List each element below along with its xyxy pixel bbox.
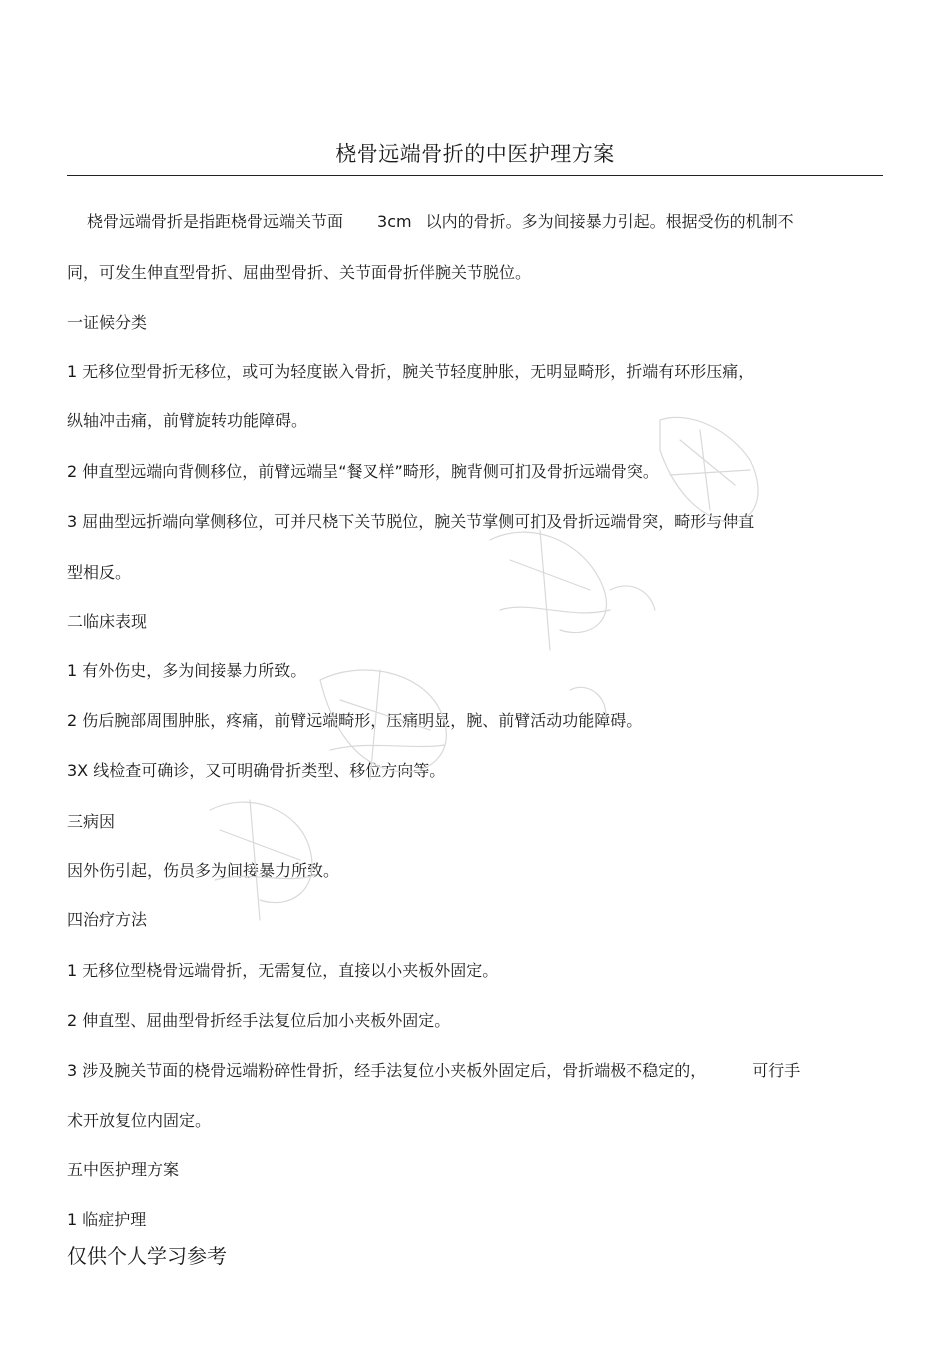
- title-divider: [67, 175, 883, 176]
- paragraph-line: 纵轴冲击痛，前臂旋转功能障碍。: [67, 411, 308, 430]
- paragraph-text: 可行手: [752, 1061, 801, 1080]
- paragraph-line: 2 伤后腕部周围肿胀，疼痛，前臂远端畸形，压痛明显，腕、前臂活动功能障碍。: [67, 711, 643, 730]
- section-heading: 五中医护理方案: [67, 1160, 180, 1179]
- paragraph-line: [67, 1061, 800, 1081]
- paragraph-text: 3 涉及腕关节面的桡骨远端粉碎性骨折，经手法复位小夹板外固定后，骨折端极不稳定的，: [67, 1061, 707, 1080]
- paragraph-line: 术开放复位内固定。: [67, 1111, 212, 1130]
- section-heading: 二临床表现: [67, 612, 148, 631]
- paragraph-line: 1 有外伤史，多为间接暴力所致。: [67, 661, 307, 680]
- paragraph-line: 3 屈曲型远折端向掌侧移位，可并尺桡下关节脱位，腕关节掌侧可扪及骨折远端骨突，畸形与伸直: [67, 512, 755, 531]
- intro-line-1: [87, 212, 794, 232]
- paragraph-line: 2 伸直型远端向背侧移位，前臂远端呈“餐叉样”畸形，腕背侧可扪及骨折远端骨突。: [67, 462, 659, 481]
- paragraph-line: 因外伤引起，伤员多为间接暴力所致。: [67, 861, 340, 880]
- paragraph-line: 2 伸直型、屈曲型骨折经手法复位后加小夹板外固定。: [67, 1011, 451, 1030]
- intro-text-c: 以内的骨折。多为间接暴力引起。根据受伤的机制不: [425, 212, 794, 231]
- intro-text-a: 桡骨远端骨折是指距桡骨远端关节面: [87, 212, 344, 231]
- section-heading: 四治疗方法: [67, 910, 148, 929]
- paragraph-line: 1 临症护理: [67, 1210, 147, 1229]
- paragraph-line: 1 无移位型骨折无移位，或可为轻度嵌入骨折，腕关节轻度肿胀，无明显畸形，折端有环形压痛，: [67, 362, 755, 381]
- page-title: 桡骨远端骨折的中医护理方案: [335, 142, 615, 166]
- intro-measure: 3cm: [377, 212, 412, 231]
- paragraph-line: 型相反。: [67, 563, 132, 582]
- intro-line-2: 同，可发生伸直型骨折、屈曲型骨折、关节面骨折伴腕关节脱位。: [67, 263, 532, 282]
- footer-note: 仅供个人学习参考: [67, 1244, 227, 1268]
- section-heading: 一证候分类: [67, 313, 148, 332]
- paragraph-line: 1 无移位型桡骨远端骨折，无需复位，直接以小夹板外固定。: [67, 961, 499, 980]
- section-heading: 三病因: [67, 812, 116, 831]
- paragraph-line: 3X 线检查可确诊，又可明确骨折类型、移位方向等。: [67, 761, 446, 780]
